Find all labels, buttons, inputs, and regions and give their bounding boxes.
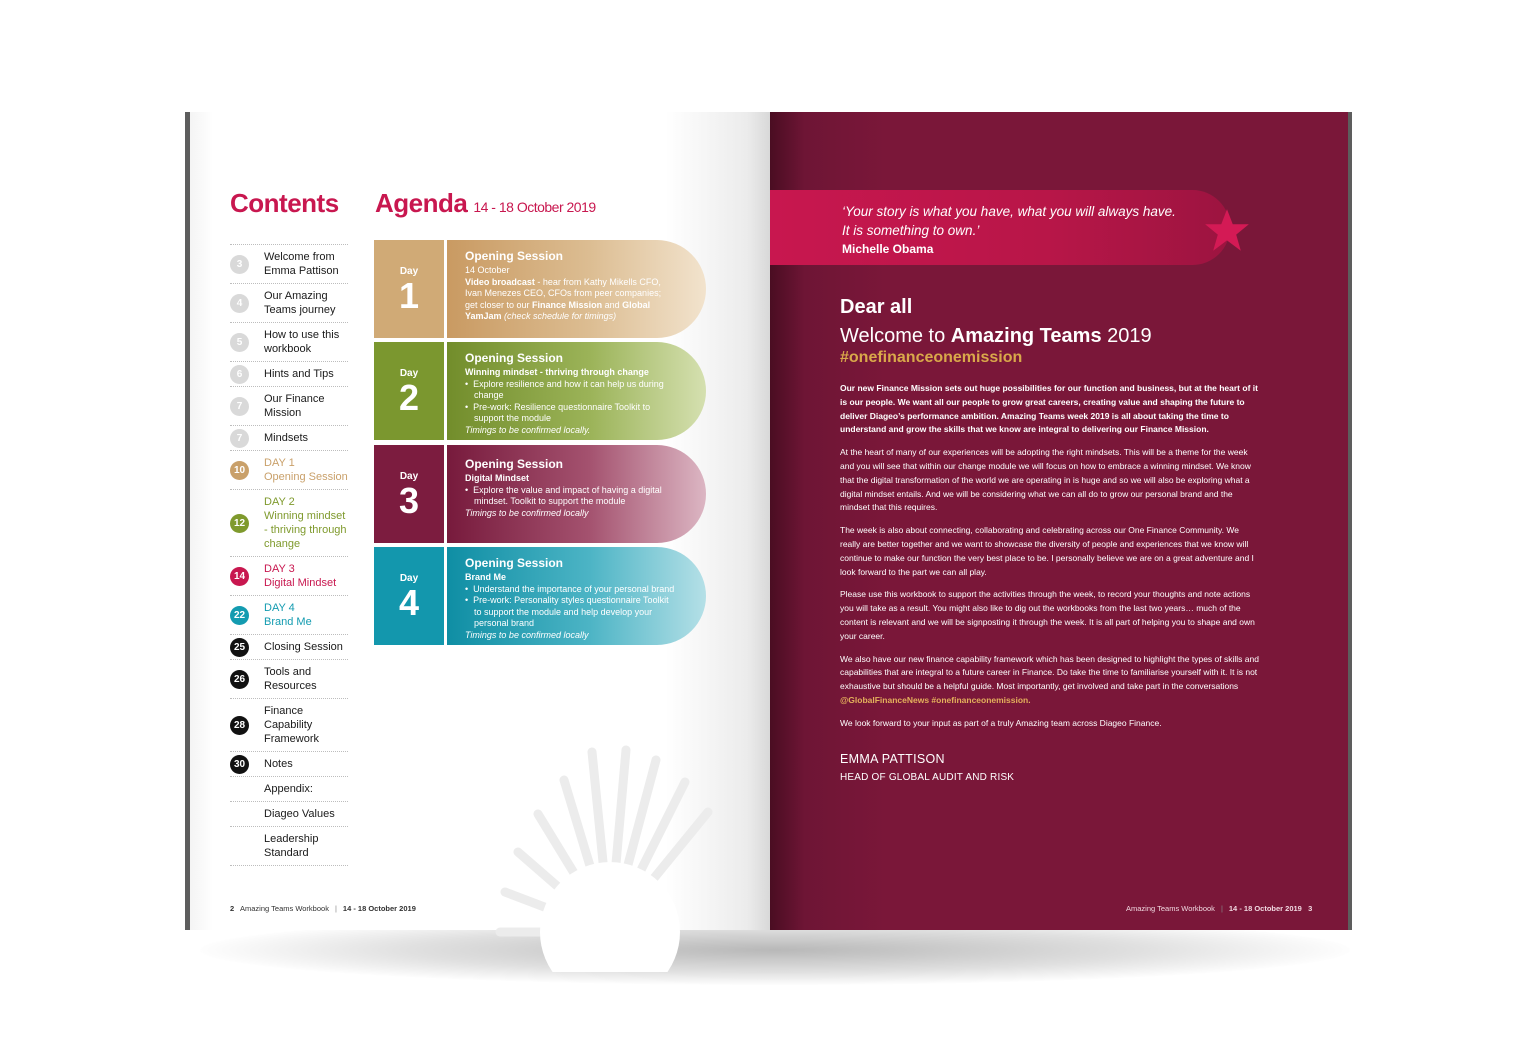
day-badge xyxy=(374,445,444,543)
letter-paragraph-framework xyxy=(840,653,1260,708)
page-number: 2 xyxy=(230,904,235,913)
letter-paragraph: We also have our new finance capability framework which has been designed to highlight the types of skills and capabilities that are integral to a future career in Finance. Do take the time to familiarise yourself with it. It is not exhaustive but should be a helpful guide. Most importantly, get involved and take part in the conversations xyxy=(840,653,1259,692)
toc-item-values[interactable] xyxy=(230,802,348,827)
quote-text xyxy=(842,202,1176,240)
sunburst-decoration xyxy=(480,732,740,972)
day-details xyxy=(447,445,706,543)
agenda-title xyxy=(375,188,596,219)
session-heading: Opening Session xyxy=(465,556,564,570)
quote-author: Michelle Obama xyxy=(842,242,934,256)
page-number-badge: 10 xyxy=(230,461,249,480)
signature-title: HEAD OF GLOBAL AUDIT AND RISK xyxy=(840,772,1015,783)
left-page-footer xyxy=(230,904,416,913)
letter-paragraph: Please use this workbook to support the activities through the week, to record your thoughts and note actions you will take as a result. You might also like to dig out the workbooks from the last two years… much of the content is relevant and we will be signposting it through the week. It is all part of helping you to shape and own your career. xyxy=(840,589,1255,641)
page-number-badge: 30 xyxy=(230,755,249,774)
toc-item-finance-mission[interactable] xyxy=(230,387,348,426)
toc-item-mindsets[interactable] xyxy=(230,426,348,451)
toc-label: Brand Me xyxy=(264,616,312,628)
page-number-badge: 28 xyxy=(230,716,249,735)
left-page xyxy=(185,112,770,930)
toc-item-how-to-use[interactable] xyxy=(230,323,348,362)
toc-item-day-1[interactable] xyxy=(230,451,348,490)
timing-note: Timings to be confirmed locally xyxy=(465,629,589,640)
toc-label: Hints and Tips xyxy=(264,368,334,380)
toc-day-label: DAY 3 xyxy=(264,563,295,575)
day-number: 4 xyxy=(398,582,420,623)
day-number: 3 xyxy=(398,480,420,521)
day-badge xyxy=(374,342,444,440)
session-subtitle: Winning mindset - thriving through change xyxy=(465,367,649,377)
toc-day-label: DAY 1 xyxy=(264,457,295,469)
yamjam-label: Global YamJam xyxy=(465,299,651,321)
welcome-prefix: Welcome to xyxy=(840,325,951,347)
page-number-badge: 7 xyxy=(230,429,249,448)
page-number-badge: 25 xyxy=(230,638,249,657)
letter-paragraph: Our new Finance Mission sets out huge possibilities for our function and business, but at the heart of it is our people. We want all our people to grow great careers, creating value and shaping the future to deliver Diageo’s performance ambition. Amazing Teams week 2019 is all about taking the time to understand and grow the skills that we know are integral to delivering our Finance Mission. xyxy=(840,383,1258,435)
toc-item-leadership[interactable] xyxy=(230,827,348,866)
toc-item-closing[interactable] xyxy=(230,635,348,660)
session-subtitle: Brand Me xyxy=(465,572,507,582)
page-number-badge: 26 xyxy=(230,670,249,689)
right-page xyxy=(770,112,1352,930)
page-number-badge: 7 xyxy=(230,397,249,416)
welcome-heading xyxy=(840,325,1152,348)
letter-body xyxy=(840,382,1260,740)
session-date: 14 October xyxy=(465,265,510,275)
footer-title: Amazing Teams Workbook xyxy=(240,904,329,913)
session-subtitle: Digital Mindset xyxy=(465,473,530,483)
timing-note: Timings to be confirmed locally xyxy=(465,507,589,518)
and-text: and xyxy=(602,299,623,310)
day-number: 2 xyxy=(398,377,420,418)
toc-item-tools[interactable] xyxy=(230,660,348,699)
page-number-badge: 4 xyxy=(230,294,249,313)
toc-item-capability[interactable] xyxy=(230,699,348,752)
agenda-day-4 xyxy=(374,547,706,645)
day-details xyxy=(447,547,706,645)
signature-name: EMMA PATTISON xyxy=(840,752,945,766)
contents-title: Contents xyxy=(230,188,339,218)
toc-label: Appendix: xyxy=(264,783,313,795)
toc-label: Tools and Resources xyxy=(264,666,317,692)
toc-label: Digital Mindset xyxy=(264,577,337,589)
day-badge xyxy=(374,547,444,645)
agenda-dates: 14 - 18 October 2019 xyxy=(473,199,596,215)
page-number: 3 xyxy=(1308,904,1313,913)
social-link[interactable]: @GlobalFinanceNews #onefinanceonemission. xyxy=(840,694,1031,705)
day-badge xyxy=(374,240,444,338)
letter-paragraph: At the heart of many of our experiences will be adopting the right mindsets. This will be a theme for the week and you will see that within our change module we will focus on how to embrace a winning mindset. We know that the digital transformation of the world we are operating in is huge and so we will also be exploring what a digital mindset entails. And we will be considering what we can all do to grow our personal brand and the mindset that this requires. xyxy=(840,447,1251,513)
agenda-day-3 xyxy=(374,445,706,543)
star-icon xyxy=(1204,208,1250,252)
day-details xyxy=(447,240,706,338)
day-label: Day xyxy=(399,368,419,379)
toc-label: Welcome from Emma Pattison xyxy=(264,251,339,277)
day-details xyxy=(447,342,706,440)
page-number-badge: 5 xyxy=(230,333,249,352)
session-bullet: • Explore resilience and how it can help us during change xyxy=(465,378,664,400)
session-heading: Opening Session xyxy=(465,249,564,263)
session-bullet: • Pre-work: Resilience questionnaire Toolkit to support the module xyxy=(465,401,651,423)
page-number-badge: 12 xyxy=(230,514,249,533)
letter-greeting: Dear all xyxy=(840,296,913,318)
day-label: Day xyxy=(399,573,419,584)
session-heading: Opening Session xyxy=(465,351,564,365)
toc-label: Our Amazing Teams journey xyxy=(264,290,336,316)
session-heading: Opening Session xyxy=(465,457,564,471)
session-bullet: • Explore the value and impact of having a digital mindset. Toolkit to support the module xyxy=(465,484,662,506)
toc-item-journey[interactable] xyxy=(230,284,348,323)
toc-label: Notes xyxy=(264,758,293,770)
agenda-heading: Agenda xyxy=(375,188,468,218)
letter-paragraph: We look forward to your input as part of a truly Amazing team across Diageo Finance. xyxy=(840,717,1162,728)
toc-label: How to use this workbook xyxy=(264,329,340,355)
quote-banner xyxy=(770,190,1230,265)
session-bullet: • Pre-work: Personality styles questionnaire Toolkit to support the module and help develop your personal brand xyxy=(465,595,669,628)
quote-line-1: ‘Your story is what you have, what you will always have. xyxy=(842,204,1176,219)
agenda-day-2 xyxy=(374,342,706,440)
agenda-day-1 xyxy=(374,240,706,338)
video-text: - hear from Kathy Mikells CFO, Ivan Menezes CEO, CFOs from peer companies; get closer to our xyxy=(465,276,662,310)
day-label: Day xyxy=(399,266,419,277)
schedule-note: (check schedule for timings) xyxy=(501,311,617,321)
footer-title: Amazing Teams Workbook xyxy=(1126,904,1215,913)
session-description xyxy=(465,277,676,323)
page-number-badge: 6 xyxy=(230,365,249,384)
footer-dates: 14 - 18 October 2019 xyxy=(342,904,416,913)
toc-label: Mindsets xyxy=(264,432,309,444)
welcome-brand: Amazing Teams xyxy=(950,325,1102,347)
welcome-year: 2019 xyxy=(1101,325,1152,347)
toc-label: Diageo Values xyxy=(264,808,335,820)
toc-label: Winning mindset - thriving through change xyxy=(264,510,347,550)
quote-line-2: It is something to own.’ xyxy=(842,223,980,238)
day-label: Day xyxy=(399,471,419,482)
toc-item-appendix[interactable] xyxy=(230,777,348,802)
toc-item-welcome[interactable] xyxy=(230,245,348,284)
page-number-badge: 14 xyxy=(230,567,249,586)
session-bullet: • Understand the importance of your personal brand xyxy=(465,583,675,594)
toc-day-label: DAY 2 xyxy=(264,496,295,508)
video-broadcast-label: Video broadcast xyxy=(465,276,535,287)
contents-list xyxy=(230,244,348,866)
toc-label: Leadership Standard xyxy=(264,833,319,859)
toc-item-notes[interactable] xyxy=(230,752,348,777)
toc-item-day-2[interactable] xyxy=(230,490,348,557)
timing-note: Timings to be confirmed locally. xyxy=(465,424,591,435)
toc-label: Opening Session xyxy=(264,471,348,483)
letter-paragraph: The week is also about connecting, collaborating and celebrating across our One Finance Community. We really are better together and we want to showcase the diversity of people and experiences that we know will continue to make our function the very best place to be. I personally believe we are on a great adventure and I look forward to the part we can all play. xyxy=(840,525,1254,577)
toc-item-day-4[interactable] xyxy=(230,596,348,635)
footer-dates: 14 - 18 October 2019 xyxy=(1228,904,1302,913)
toc-label: Closing Session xyxy=(264,641,343,653)
toc-item-hints[interactable] xyxy=(230,362,348,387)
toc-day-label: DAY 4 xyxy=(264,602,295,614)
right-page-footer xyxy=(1126,904,1312,913)
finance-mission-label: Finance Mission xyxy=(532,299,603,310)
page-number-badge: 3 xyxy=(230,255,249,274)
toc-label: Our Finance Mission xyxy=(264,393,325,419)
toc-label: Finance Capability Framework xyxy=(264,705,320,745)
footer-separator: | xyxy=(1220,904,1223,913)
toc-item-day-3[interactable] xyxy=(230,557,348,596)
footer-separator: | xyxy=(334,904,337,913)
day-number: 1 xyxy=(398,275,420,316)
page-number-badge: 22 xyxy=(230,606,249,625)
hashtag: #onefinanceonemission xyxy=(840,349,1023,366)
